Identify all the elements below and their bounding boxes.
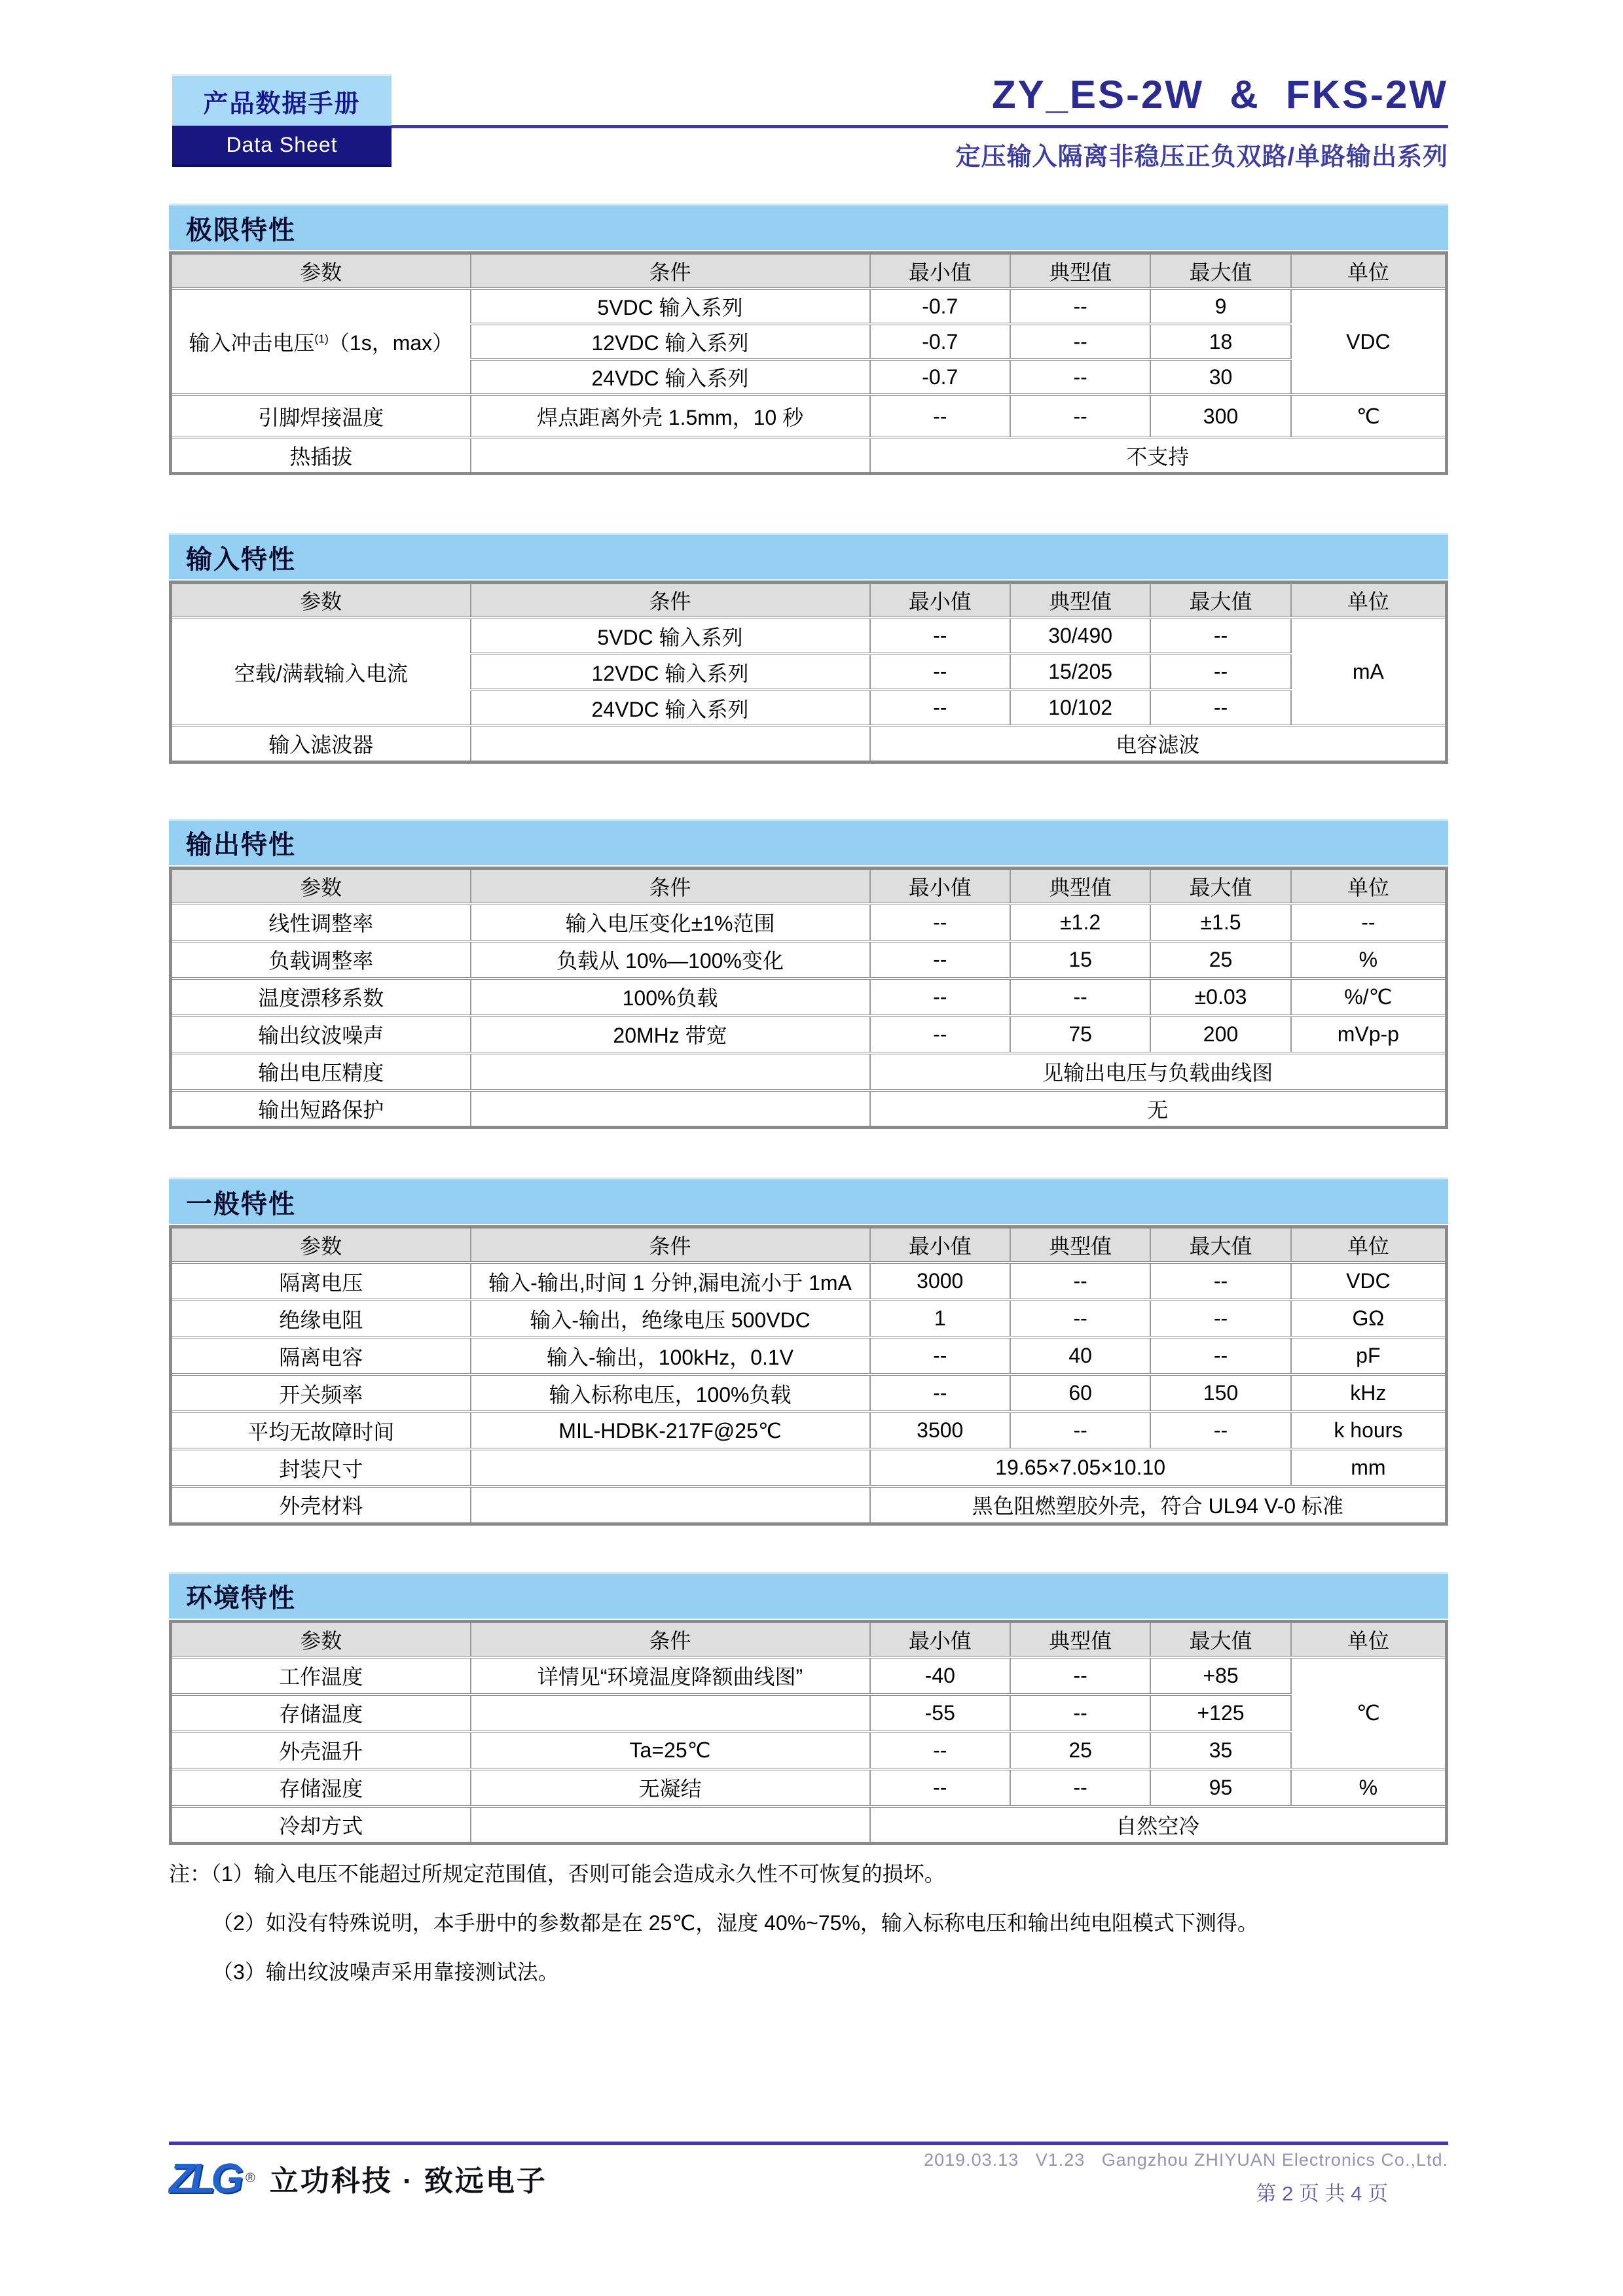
cell-param: 输出短路保护 (171, 1090, 471, 1128)
cell-param: 引脚焊接温度 (171, 395, 471, 438)
cell-condition: 5VDC 输入系列 (471, 289, 870, 324)
cell-unit: mA (1291, 618, 1447, 726)
table-header-row (171, 1227, 1447, 1263)
col-header-typical: 典型值 (1010, 1621, 1150, 1657)
product-title: ZY_ES-2W & FKS-2W (991, 73, 1448, 117)
col-header-max: 最大值 (1150, 1227, 1290, 1263)
table-row (171, 1374, 1447, 1412)
cell-value-span: 19.65×7.05×10.10 (870, 1449, 1291, 1486)
cell-min: -0.7 (870, 289, 1010, 324)
registered-mark-icon: ® (245, 2170, 255, 2185)
general-table (169, 1225, 1448, 1526)
col-header-condition: 条件 (471, 583, 870, 619)
cell-param: 隔离电压 (171, 1263, 471, 1300)
cell-min: -- (870, 1016, 1010, 1053)
cell-max: 35 (1150, 1732, 1290, 1769)
cell-typical: 75 (1010, 1016, 1150, 1053)
cell-param: 存储湿度 (171, 1769, 471, 1806)
table-row (171, 1732, 1447, 1769)
cell-min: -- (870, 1337, 1010, 1374)
col-header-max: 最大值 (1150, 868, 1290, 904)
table-row (171, 618, 1447, 654)
cell-typical: -- (1010, 1263, 1150, 1300)
note-line-2: （2）如没有特殊说明，本手册中的参数都是在 25℃，湿度 40%~75%，输入标称电压和输出纯电阻模式下测得。 (212, 1911, 1258, 1935)
cell-condition: 输入电压变化±1%范围 (471, 904, 870, 941)
cell-value-span: 自然空冷 (870, 1806, 1447, 1844)
col-header-unit: 单位 (1291, 1227, 1447, 1263)
table-row (171, 904, 1447, 941)
cell-condition: MIL-HDBK-217F@25℃ (471, 1412, 870, 1449)
cell-max: 95 (1150, 1769, 1290, 1806)
cell-condition: 12VDC 输入系列 (471, 654, 870, 690)
table-row (171, 395, 1447, 438)
cell-min: -55 (870, 1695, 1010, 1732)
param-text: 输入冲击电压 (189, 331, 315, 355)
cell-param: 存储温度 (171, 1695, 471, 1732)
cell-condition: 24VDC 输入系列 (471, 690, 870, 726)
cell-typical: -- (1010, 1769, 1150, 1806)
limit-table (169, 251, 1448, 475)
table-row (171, 1486, 1447, 1524)
col-header-min: 最小值 (870, 253, 1010, 289)
cell-max: 200 (1150, 1016, 1290, 1053)
cell-param: 负载调整率 (171, 941, 471, 978)
col-header-param: 参数 (171, 1227, 471, 1263)
cell-unit: pF (1291, 1337, 1447, 1374)
header-rule (392, 125, 1448, 128)
cell-unit: VDC (1291, 289, 1447, 395)
col-header-unit: 单位 (1291, 253, 1447, 289)
cell-unit: GΩ (1291, 1300, 1447, 1337)
cell-max: +85 (1150, 1657, 1290, 1695)
cell-value-span: 无 (870, 1090, 1447, 1128)
cell-min: -0.7 (870, 324, 1010, 359)
cell-typical: 30/490 (1010, 618, 1150, 654)
note-line-1: 注：（1）输入电压不能超过所规定范围值，否则可能会造成永久性不可恢复的损坏。 (169, 1862, 945, 1886)
cell-typical: -- (1010, 1695, 1150, 1732)
table-row (171, 1695, 1447, 1732)
table-row (171, 438, 1447, 474)
cell-param: 输出纹波噪声 (171, 1016, 471, 1053)
cell-param: 温度漂移系数 (171, 978, 471, 1016)
cell-max: 30 (1150, 359, 1290, 395)
cell-condition: Ta=25℃ (471, 1732, 870, 1769)
col-header-typical: 典型值 (1010, 1227, 1150, 1263)
cell-condition (471, 1806, 870, 1844)
cell-condition (471, 1449, 870, 1486)
col-header-max: 最大值 (1150, 253, 1290, 289)
col-header-typical: 典型值 (1010, 583, 1150, 619)
table-row (171, 1657, 1447, 1695)
table-row (171, 289, 1447, 324)
cell-min: -0.7 (870, 359, 1010, 395)
col-header-unit: 单位 (1291, 868, 1447, 904)
cell-param: 输入滤波器 (171, 726, 471, 762)
footer (169, 2142, 1448, 2206)
col-header-unit: 单位 (1291, 583, 1447, 619)
col-header-min: 最小值 (870, 583, 1010, 619)
cell-condition (471, 1695, 870, 1732)
section-banner-environment: 环境特性 (169, 1572, 1448, 1619)
cell-condition: 5VDC 输入系列 (471, 618, 870, 654)
table-row (171, 1769, 1447, 1806)
cell-typical: 15/205 (1010, 654, 1150, 690)
cell-max: ±0.03 (1150, 978, 1290, 1016)
section-banner-input: 输入特性 (169, 533, 1448, 579)
col-header-min: 最小值 (870, 1621, 1010, 1657)
notes (169, 1859, 1448, 1986)
cell-min: -- (870, 904, 1010, 941)
table-row (171, 1263, 1447, 1300)
cell-condition: 24VDC 输入系列 (471, 359, 870, 395)
cell-param: 封装尺寸 (171, 1449, 471, 1486)
table-header-row (171, 868, 1447, 904)
cell-param: 冷却方式 (171, 1806, 471, 1844)
cell-unit: kHz (1291, 1374, 1447, 1412)
cell-condition (471, 726, 870, 762)
cell-unit: mm (1291, 1449, 1447, 1486)
cell-condition: 100%负载 (471, 978, 870, 1016)
cell-param: 外壳材料 (171, 1486, 471, 1524)
cell-condition (471, 1486, 870, 1524)
cell-max: 150 (1150, 1374, 1290, 1412)
cell-max: -- (1150, 654, 1290, 690)
cell-min: -40 (870, 1657, 1010, 1695)
col-header-min: 最小值 (870, 868, 1010, 904)
section-environment (169, 1572, 1448, 1846)
cell-param (171, 289, 471, 395)
table-row (171, 1449, 1447, 1486)
footer-rule (169, 2142, 1448, 2145)
table-row (171, 1090, 1447, 1128)
cell-value-span: 电容滤波 (870, 726, 1447, 762)
table-row (171, 978, 1447, 1016)
cell-max: -- (1150, 1263, 1290, 1300)
page-number: 第 2 页 共 4 页 (1256, 2182, 1388, 2205)
table-header-row (171, 253, 1447, 289)
footer-meta: 2019.03.13 V1.23 Gangzhou ZHIYUAN Electronics Co.,Ltd. (924, 2150, 1448, 2170)
cell-param: 输出电压精度 (171, 1053, 471, 1090)
cell-typical: -- (1010, 324, 1150, 359)
cell-max: -- (1150, 690, 1290, 726)
cell-condition (471, 1053, 870, 1090)
cell-condition: 输入-输出，100kHz，0.1V (471, 1337, 870, 1374)
footer-right (924, 2150, 1448, 2206)
cell-value-span: 见输出电压与负载曲线图 (870, 1053, 1447, 1090)
cell-unit: k hours (1291, 1412, 1447, 1449)
col-header-param: 参数 (171, 1621, 471, 1657)
section-output (169, 819, 1448, 1130)
cell-unit: % (1291, 941, 1447, 978)
col-header-param: 参数 (171, 868, 471, 904)
output-table (169, 867, 1448, 1130)
environment-table (169, 1620, 1448, 1846)
cell-unit: ℃ (1291, 395, 1447, 438)
table-row (171, 941, 1447, 978)
company-name: 立功科技 · 致远电子 (269, 2165, 547, 2197)
cell-min: -- (870, 978, 1010, 1016)
cell-max: 300 (1150, 395, 1290, 438)
cell-min: -- (870, 1374, 1010, 1412)
cell-unit: %/℃ (1291, 978, 1447, 1016)
section-banner-limit: 极限特性 (169, 204, 1448, 250)
cell-typical: 15 (1010, 941, 1150, 978)
table-row (171, 1016, 1447, 1053)
cell-typical: 10/102 (1010, 690, 1150, 726)
section-banner-general: 一般特性 (169, 1177, 1448, 1224)
col-header-condition: 条件 (471, 1227, 870, 1263)
cell-condition: 详情见“环境温度降额曲线图” (471, 1657, 870, 1695)
param-superscript: (1) (314, 332, 329, 346)
cell-condition: 负载从 10%—100%变化 (471, 941, 870, 978)
cell-min: 3000 (870, 1263, 1010, 1300)
cell-max: 9 (1150, 289, 1290, 324)
cell-typical: 25 (1010, 1732, 1150, 1769)
cell-condition: 输入标称电压，100%负载 (471, 1374, 870, 1412)
series-subtitle: 定压输入隔离非稳压正负双路/单路输出系列 (955, 143, 1448, 171)
col-header-min: 最小值 (870, 1227, 1010, 1263)
cell-typical: -- (1010, 289, 1150, 324)
cell-min: -- (870, 654, 1010, 690)
table-header-row (171, 1621, 1447, 1657)
footer-left (169, 2150, 547, 2206)
cell-condition: 20MHz 带宽 (471, 1016, 870, 1053)
product-badge (172, 74, 392, 167)
cell-condition: 输入-输出,时间 1 分钟,漏电流小于 1mA (471, 1263, 870, 1300)
col-header-condition: 条件 (471, 1621, 870, 1657)
cell-typical: -- (1010, 395, 1150, 438)
cell-param: 线性调整率 (171, 904, 471, 941)
table-row (171, 1806, 1447, 1844)
cell-unit: -- (1291, 904, 1447, 941)
cell-condition: 输入-输出，绝缘电压 500VDC (471, 1300, 870, 1337)
cell-typical: -- (1010, 1300, 1150, 1337)
table-header-row (171, 583, 1447, 619)
badge-subtitle: Data Sheet (172, 126, 392, 167)
cell-unit: mVp-p (1291, 1016, 1447, 1053)
input-table (169, 581, 1448, 764)
cell-max: -- (1150, 1337, 1290, 1374)
note-line-3: （3）输出纹波噪声采用靠接测试法。 (212, 1960, 559, 1984)
col-header-unit: 单位 (1291, 1621, 1447, 1657)
cell-unit: % (1291, 1769, 1447, 1806)
col-header-condition: 条件 (471, 253, 870, 289)
cell-condition (471, 438, 870, 474)
cell-typical: -- (1010, 1412, 1150, 1449)
table-row (171, 1300, 1447, 1337)
cell-min: -- (870, 941, 1010, 978)
cell-typical: 60 (1010, 1374, 1150, 1412)
cell-max: +125 (1150, 1695, 1290, 1732)
cell-min: -- (870, 690, 1010, 726)
cell-min: 1 (870, 1300, 1010, 1337)
table-row (171, 1412, 1447, 1449)
zlg-logo-icon: ZLG (169, 2155, 239, 2202)
cell-param: 隔离电容 (171, 1337, 471, 1374)
section-general (169, 1177, 1448, 1526)
col-header-typical: 典型值 (1010, 253, 1150, 289)
col-header-max: 最大值 (1150, 1621, 1290, 1657)
cell-condition (471, 1090, 870, 1128)
cell-max: -- (1150, 1412, 1290, 1449)
col-header-param: 参数 (171, 583, 471, 619)
cell-min: -- (870, 1769, 1010, 1806)
cell-max: ±1.5 (1150, 904, 1290, 941)
cell-unit: VDC (1291, 1263, 1447, 1300)
cell-max: 25 (1150, 941, 1290, 978)
cell-typical: -- (1010, 978, 1150, 1016)
section-banner-output: 输出特性 (169, 819, 1448, 865)
col-header-typical: 典型值 (1010, 868, 1150, 904)
section-limit (169, 204, 1448, 475)
cell-param: 热插拔 (171, 438, 471, 474)
cell-min: -- (870, 395, 1010, 438)
param-tail: （1s，max） (328, 331, 454, 355)
cell-typical: -- (1010, 359, 1150, 395)
col-header-condition: 条件 (471, 868, 870, 904)
cell-value-span: 黑色阻燃塑胶外壳，符合 UL94 V-0 标准 (870, 1486, 1447, 1524)
cell-min: 3500 (870, 1412, 1010, 1449)
cell-condition: 焊点距离外壳 1.5mm，10 秒 (471, 395, 870, 438)
cell-param: 开关频率 (171, 1374, 471, 1412)
cell-min: -- (870, 1732, 1010, 1769)
cell-typical: ±1.2 (1010, 904, 1150, 941)
cell-typical: -- (1010, 1657, 1150, 1695)
cell-typical: 40 (1010, 1337, 1150, 1374)
col-header-param: 参数 (171, 253, 471, 289)
cell-max: 18 (1150, 324, 1290, 359)
cell-max: -- (1150, 618, 1290, 654)
col-header-max: 最大值 (1150, 583, 1290, 619)
table-row (171, 1337, 1447, 1374)
cell-param: 空载/满载输入电流 (171, 618, 471, 726)
content (169, 204, 1448, 2007)
cell-param: 平均无故障时间 (171, 1412, 471, 1449)
table-row (171, 1053, 1447, 1090)
cell-condition: 无凝结 (471, 1769, 870, 1806)
cell-param: 工作温度 (171, 1657, 471, 1695)
cell-param: 绝缘电阻 (171, 1300, 471, 1337)
cell-unit: ℃ (1291, 1657, 1447, 1769)
cell-param: 外壳温升 (171, 1732, 471, 1769)
section-input (169, 533, 1448, 764)
cell-max: -- (1150, 1300, 1290, 1337)
footer-body (169, 2150, 1448, 2206)
cell-value-span: 不支持 (870, 438, 1447, 474)
cell-min: -- (870, 618, 1010, 654)
table-row (171, 726, 1447, 762)
cell-condition: 12VDC 输入系列 (471, 324, 870, 359)
badge-title: 产品数据手册 (172, 74, 392, 126)
